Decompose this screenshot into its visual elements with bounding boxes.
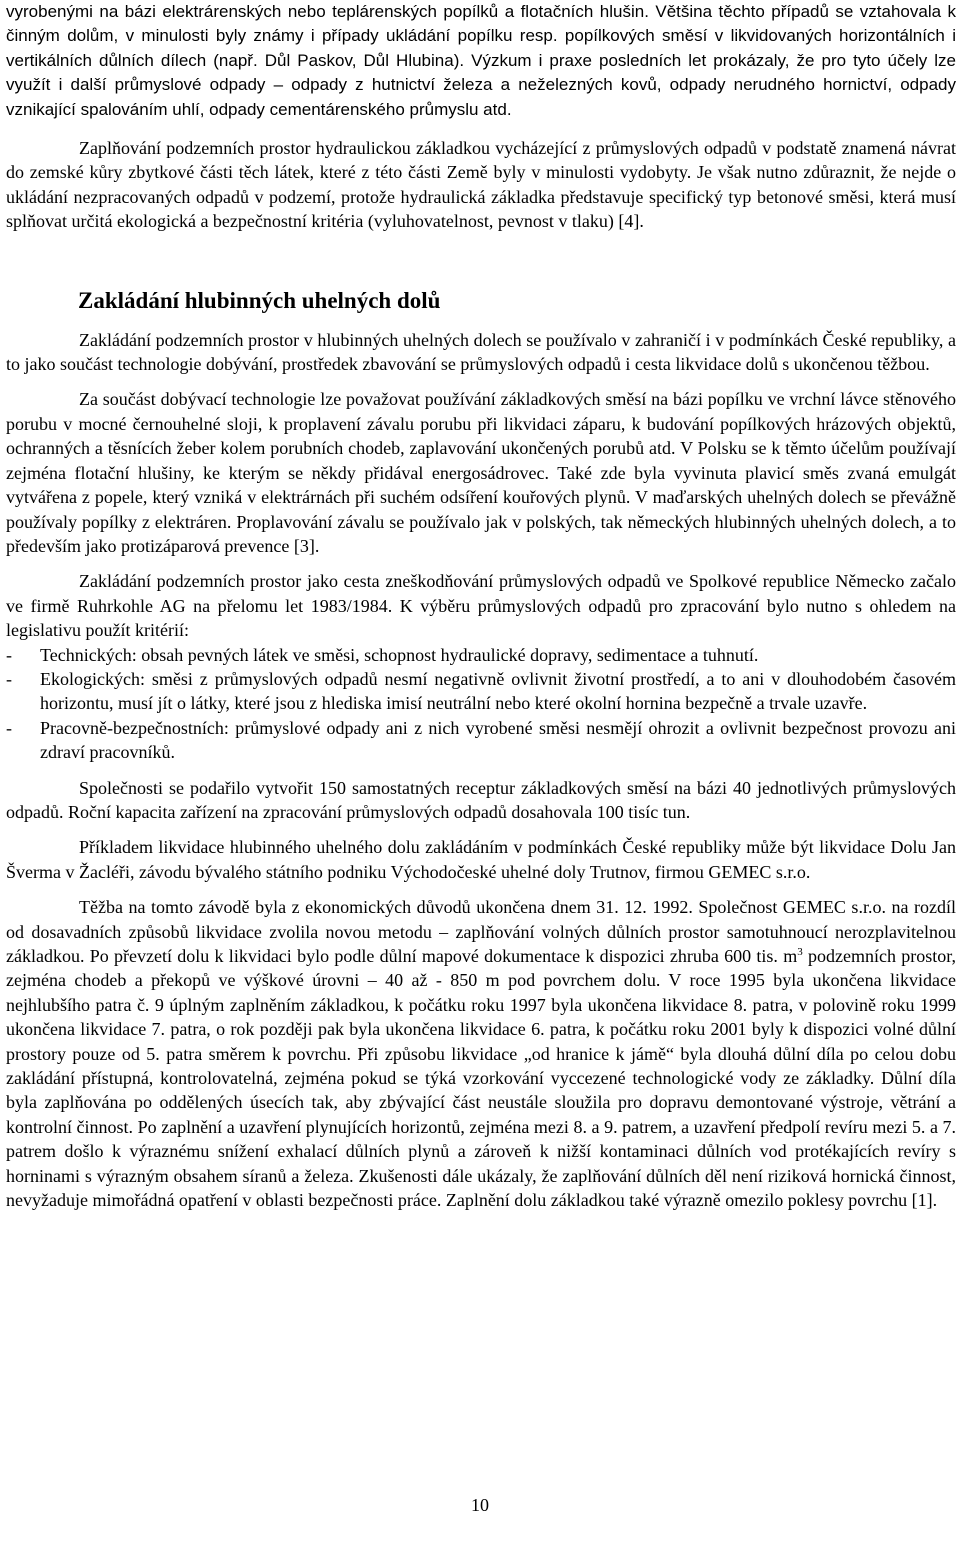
criteria-list [6, 643, 956, 765]
list-item [6, 643, 956, 667]
top-section [6, 0, 956, 122]
section-heading: Zakládání hlubinných uhelných dolů [78, 287, 441, 313]
paragraph-3: Zakládání podzemních prostor jako cesta zneškodňování průmyslových odpadů ve Spolkové republice Německo začalo ve firmě Ruhrkohle AG na přelomu let 1983/1984. K výběru průmyslových odpadů pro zpracování bylo nutno s ohledem na legislativu použít kritérií: [6, 571, 956, 641]
paragraph-2: Za součást dobývací technologie lze považovat používání základkových směsí na bázi popílku ve vrchní lávce stěnového porubu v mocné černouhelné sloji, k proplavení závalu porubu při likvidaci záparu, k budování popílkových hrázových objektů, ochranných a těsnících žeber kolem porubních chodeb, zaplavování ukončených porubů atd. V Polsku se k těmto účelům používají zejména flotační hlušiny, ke kterým se někdy přidával energosádrovec. Také zde byla vyvinuta plavicí směs zvaná emulgát vytvářena z popele, který vzniká v elektrárnách při suchém odsíření kouřových plynů. V maďarských uhelných dolech se převážně používaly popílky z elektráren. Proplavování závalu se používalo jak v polských, tak německých hlubinných uhelných dolech, a to především jako protizáparová prevence [3]. [6, 389, 956, 556]
list-dash: - [6, 644, 12, 665]
top-paragraph: vyrobenými na bázi elektrárenských nebo teplárenských popílků a flotačních hlušin. Většina těchto případů se vztahovala k činným dolům, v minulosti byly známy i případy ukládání popílku resp. popílkových směsí v likvidovaných horizontálních i vertikálních důlních dílech (např. Důl Paskov, Důl Hlubina). Výzkum i praxe posledních let prokázaly, že pro tyto účely lze využít i další průmyslové odpady – odpady z hutnictví železa a neželezných kovů, odpady nerudného hornictví, odpady vznikající spalováním uhlí, odpady cementárenského průmyslu atd. [6, 2, 956, 119]
list-item-text: Ekologických: směsi z průmyslových odpadů nesmí negativně ovlivnit životní prostředí, a to ani v dlouhodobém časovém horizontu, musí jít o látky, které jsou z hlediska imisí neutrální nebo které okolní hornina bezpečně a trvale uzavře. [40, 668, 956, 714]
list-item [6, 716, 956, 765]
list-item-text: Pracovně-bezpečnostních: průmyslové odpady ani z nich vyrobené směsi nesmějí ohrozit a ovlivnit bezpečnost provozu ani zdraví pracovníků. [40, 717, 956, 763]
superscript-3: 3 [797, 946, 803, 958]
list-dash: - [6, 717, 12, 738]
paragraph-6-text-b: podzemních prostor, zejména chodeb a překopů ve výškové úrovni – 40 až - 850 m pod povrchem dolu. V roce 1995 byla ukončena likvidace nejhlubšího patra č. 9 úplným zaplněním základkou, k počátku roku 1997 byla ukončena likvidace 8. patra, v polovině roku 1999 ukončena likvidace 7. patra, o rok později pak byla ukončena likvidace 6. patra, k počátku roku 2001 byly k dispozici volné důlní prostory pouze od 5. patra směrem k povrchu. Při způsobu likvidace „od hranice k jámě“ byla dlouhá důlní díla po celou dobu zakládání přístupná, kontrolovatelná, zejména pokud se týká vzorkování vyccezené technologické vody ze základky. Důlní díla byla zaplňována po oddělených úsecích tak, aby zbývající část neustále sloužila pro dopravu demontované výstroje, větrání a kontrolní činnost. Po zaplnění a uzavření plynujících horizontů, zejména mezi 8. a 9. patrem, a uzavření předpolí revíru mezi 5. a 7. patrem došlo k výraznému snížení exhalací důlních plynů a zároveň k nižší kontaminaci důlních vod protékajících revíry s horninami s výrazným obsahem síranů a železa. Zkušenosti dále ukázaly, že zaplňování důlních děl není riziková hornická činnost, nevyžaduje mimořádná opatření v oblasti bezpečnosti práce. Zaplnění dolu základkou také výrazně omezilo poklesy povrchu [1]. [6, 946, 956, 1211]
paragraph-1: Zakládání podzemních prostor v hlubinných uhelných dolech se používalo v zahraničí i v podmínkách České republiky, a to jako součást technologie dobývání, prostředek zbavování se průmyslových odpadů i cesta likvidace dolů s ukončenou těžbou. [6, 329, 956, 375]
document-page [6, 0, 956, 1212]
paragraph-5: Příkladem likvidace hlubinného uhelného dolu zakládáním v podmínkách České republiky může být likvidace Dolu Jan Šverma v Žacléři, závodu bývalého státního podniku Východočeské uhelné doly Trutnov, firmou GEMEC s.r.o. [6, 837, 956, 882]
page-number: 10 [471, 1495, 489, 1515]
paragraph-6-text-a: Těžba na tomto závodě byla z ekonomických důvodů ukončena dnem 31. 12. 1992. Společnost GEMEC s.r.o. na rozdíl od dosavadních způsobů likvidace zvolila novou metodu – zaplňování volných důlních prostor samotuhnoucí nerozplavitelnou základkou. Po převzetí dolu k likvidaci bylo podle důlní mapové dokumentace k dispozici zhruba 600 tis. m [6, 897, 956, 966]
paragraph-6 [6, 895, 956, 1212]
paragraph-4: Společnosti se podařilo vytvořit 150 samostatných receptur základkových směsí na bázi 40 jednotlivých průmyslových odpadů. Roční kapacita zařízení na zpracování průmyslových odpadů dosahovala 100 tisíc tun. [6, 777, 956, 822]
list-item-text: Technických: obsah pevných látek ve směsi, schopnost hydraulické dopravy, sedimentace a tuhnutí. [40, 644, 759, 665]
paragraph-zaplnovani: Zaplňování podzemních prostor hydraulickou základkou vycházející z průmyslových odpadů v podstatě znamená návrat do zemské kůry zbytkové části těch látek, které z této části Země byly v minulosti vydobyty. Je však nutno zdůraznit, že nejde o ukládání nezpracovaných odpadů v podzemí, protože hydraulická základka představuje specifický typ betonové směsi, která musí splňovat určitá ekologická a bezpečnostní kritéria (vyluhovatelnost, pevnost v tlaku) [4]. [6, 138, 956, 232]
list-item [6, 667, 956, 716]
list-dash: - [6, 668, 12, 689]
